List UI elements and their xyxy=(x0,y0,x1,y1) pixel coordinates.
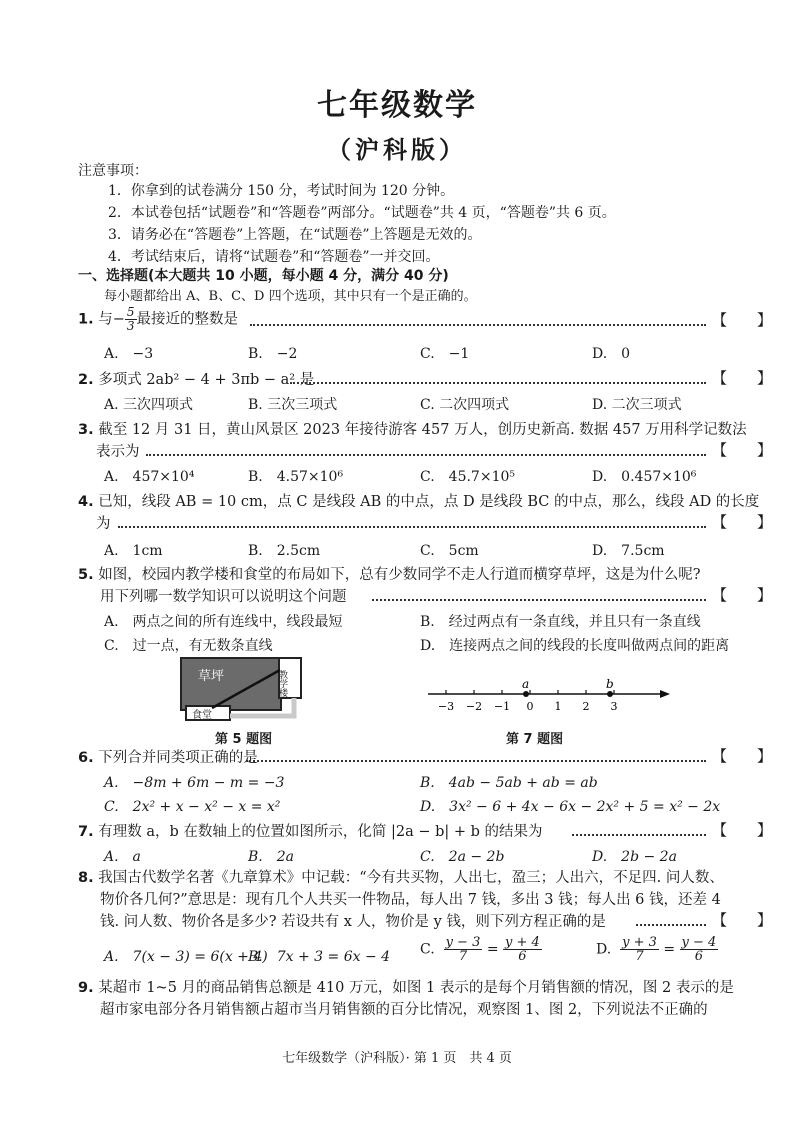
q1-option-c: C. −1 xyxy=(420,346,470,362)
q5-option-b: B. 经过两点有一条直线，并且只有一条直线 xyxy=(420,614,701,630)
q5-option-c: C. 过一点，有无数条直线 xyxy=(104,638,273,654)
q3-option-b: B. 4.57×10⁶ xyxy=(248,469,344,485)
question-9-line2: 超市家电部分各月销售额占超市当月销售额的百分比情况，观察图 1、图 2，下列说法不正确的 xyxy=(100,1002,708,1018)
question-4-line2: 为 xyxy=(96,516,111,532)
tick-label: 1 xyxy=(554,700,562,713)
question-8-line3: 钱. 问人数、物价各是多少? 若设共有 x 人，物价是 y 钱，则下列方程正确的是 xyxy=(100,914,606,930)
figure-7-number-line xyxy=(424,676,674,716)
question-6: 6. 下列合并同类项正确的是 xyxy=(78,750,258,766)
q1-option-b: B. −2 xyxy=(248,346,298,362)
q6-option-c: C. 2x² + x − x² − x = x² xyxy=(104,799,281,815)
lawn-label: 草坪 xyxy=(198,669,225,684)
question-1: 1. 与− $\frac{5}{3}$ 最接近的整数是 xyxy=(78,305,239,333)
q2-option-d: D. 二次三项式 xyxy=(592,397,682,413)
question-number: 1. xyxy=(78,311,94,328)
tick-label: −2 xyxy=(465,700,483,713)
lawn-area xyxy=(181,658,281,710)
q2-option-c: C. 二次四项式 xyxy=(420,397,510,413)
leader-dots xyxy=(290,382,706,384)
page-subtitle: （沪科版） xyxy=(327,136,467,164)
question-3: 3. 截至 12 月 31 日，黄山风景区 2023 年接待游客 457 万人，创历史新高. 数据 457 万用科学记数法 xyxy=(78,422,747,438)
q6-option-d: D. 3x² − 6 + 4x − 6x − 2x² + 5 = x² − 2x xyxy=(420,799,721,815)
answer-bracket-3[interactable]: 【 】 xyxy=(712,441,773,459)
answer-bracket-6[interactable]: 【 】 xyxy=(712,747,773,765)
notice-item-4: 4．考试结束后，请将“试题卷”和“答题卷”一并交回。 xyxy=(108,249,440,265)
question-5-line2: 用下列哪一数学知识可以说明这个问题 xyxy=(100,589,347,605)
q3-option-c: C. 45.7×10⁵ xyxy=(420,469,515,485)
question-5: 5. 如图，校园内教学楼和食堂的布局如下，总有少数同学不走人行道而横穿草坪，这是为什么呢? xyxy=(78,567,701,583)
tick-label: −1 xyxy=(493,700,511,713)
q7-option-b: B. 2a xyxy=(248,849,294,865)
answer-bracket-8[interactable]: 【 】 xyxy=(712,911,773,929)
question-3-line2: 表示为 xyxy=(96,444,140,460)
q8-option-a: A. 7(x − 3) = 6(x + 4) xyxy=(104,949,268,965)
building-label: 教学楼 xyxy=(277,670,287,697)
question-4: 4. 已知，线段 AB = 10 cm，点 C 是线段 AB 的中点，点 D 是线段 BC 的中点，那么，线段 AD 的长度 xyxy=(78,494,760,510)
answer-bracket-2[interactable]: 【 】 xyxy=(712,369,773,387)
figure-5-diagram xyxy=(176,656,306,724)
leader-dots xyxy=(146,454,706,456)
tick-label: 0 xyxy=(526,700,534,713)
notice-item-2: 2．本试卷包括“试题卷”和“答题卷”两部分。“试题卷”共 4 页，“答题卷”共 6 页。 xyxy=(108,205,616,221)
point-a xyxy=(523,691,529,697)
q4-option-a: A. 1cm xyxy=(104,543,163,559)
page-title: 七年级数学 xyxy=(317,88,477,123)
question-8: 8. 我国古代数学名著《九章算术》中记载：“今有共买物，人出七，盈三；人出六，不足四. 问人数、 xyxy=(78,870,724,886)
q1-option-a: A. −3 xyxy=(104,346,154,362)
q2-option-a: A. 三次四项式 xyxy=(104,397,194,413)
leader-dots xyxy=(372,599,706,601)
notice-item-3: 3．请务必在“答题卷”上答题，在“试题卷”上答题是无效的。 xyxy=(108,227,482,243)
q5-option-a: A. 两点之间的所有连线中，线段最短 xyxy=(104,614,343,630)
q3-option-d: D. 0.457×10⁶ xyxy=(592,469,697,485)
q8-option-b: B. 7x + 3 = 6x − 4 xyxy=(248,949,391,965)
page-footer: 七年级数学（沪科版）· 第 1 页 共 4 页 xyxy=(282,1051,512,1066)
answer-bracket-7[interactable]: 【 】 xyxy=(712,821,773,839)
axis-arrow xyxy=(660,690,670,698)
question-9: 9. 某超市 1~5 月的商品销售总额是 410 万元，如图 1 表示的是每个月销售额的情况，图 2 表示的是 xyxy=(78,980,734,996)
q7-option-d: D. 2b − 2a xyxy=(592,849,677,865)
fraction: $\frac{5}{3}$ xyxy=(126,305,135,333)
point-b xyxy=(607,691,613,697)
q8-option-d: D. $\frac{y + 3}{7}$ = $\frac{y - 4}{6}$ xyxy=(596,935,717,964)
label-a: a xyxy=(522,677,530,691)
q7-option-a: A. a xyxy=(104,849,141,865)
leader-dots xyxy=(572,834,706,836)
section-instruction: 每小题都给出 A、B、C、D 四个选项，其中只有一个是正确的。 xyxy=(104,289,477,304)
notice-item-1: 1．你拿到的试卷满分 150 分，考试时间为 120 分钟。 xyxy=(108,183,455,199)
answer-bracket-5[interactable]: 【 】 xyxy=(712,586,773,604)
q4-option-b: B. 2.5cm xyxy=(248,543,321,559)
tick-label: 3 xyxy=(610,700,618,713)
canteen-label: 食堂 xyxy=(192,710,212,721)
leader-dots xyxy=(118,526,706,528)
leader-dots xyxy=(636,924,706,926)
q4-option-c: C. 5cm xyxy=(420,543,479,559)
q7-option-c: C. 2a − 2b xyxy=(420,849,505,865)
tick-label: −3 xyxy=(437,700,455,713)
q5-option-d: D. 连接两点之间的线段的长度叫做两点间的距离 xyxy=(420,638,730,654)
q8-option-c: C. $\frac{y - 3}{7}$ = $\frac{y + 4}{6}$ xyxy=(420,935,540,964)
q6-option-b: B. 4ab − 5ab + ab = ab xyxy=(420,775,598,791)
answer-bracket-4[interactable]: 【 】 xyxy=(712,513,773,531)
label-b: b xyxy=(606,677,614,691)
q3-option-a: A. 457×10⁴ xyxy=(104,469,195,485)
answer-bracket-1[interactable]: 【 】 xyxy=(712,311,773,329)
figure-7-caption: 第 7 题图 xyxy=(506,732,564,747)
q2-option-b: B. 三次三项式 xyxy=(248,397,338,413)
tick-label: 2 xyxy=(582,700,590,713)
q6-option-a: A. −8m + 6m − m = −3 xyxy=(104,775,285,791)
figure-5-caption: 第 5 题图 xyxy=(215,732,273,747)
question-8-line2: 物价各几何?”意思是：现有几个人共买一件物品，每人出 7 钱，多出 3 钱；每人出 6 钱，还差 4 xyxy=(100,892,721,908)
section-heading: 一、选择题(本大题共 10 小题，每小题 4 分，满分 40 分) xyxy=(78,268,449,284)
q1-option-d: D. 0 xyxy=(592,346,631,362)
question-7: 7. 有理数 a，b 在数轴上的位置如图所示，化简 |2a − b| + b 的结果为 xyxy=(78,824,543,840)
q4-option-d: D. 7.5cm xyxy=(592,543,665,559)
question-2: 2. 多项式 2ab² − 4 + 3πb − a² 是 xyxy=(78,372,315,388)
leader-dots xyxy=(246,760,706,762)
notice-label: 注意事项： xyxy=(78,163,148,179)
leader-dots xyxy=(250,324,706,326)
